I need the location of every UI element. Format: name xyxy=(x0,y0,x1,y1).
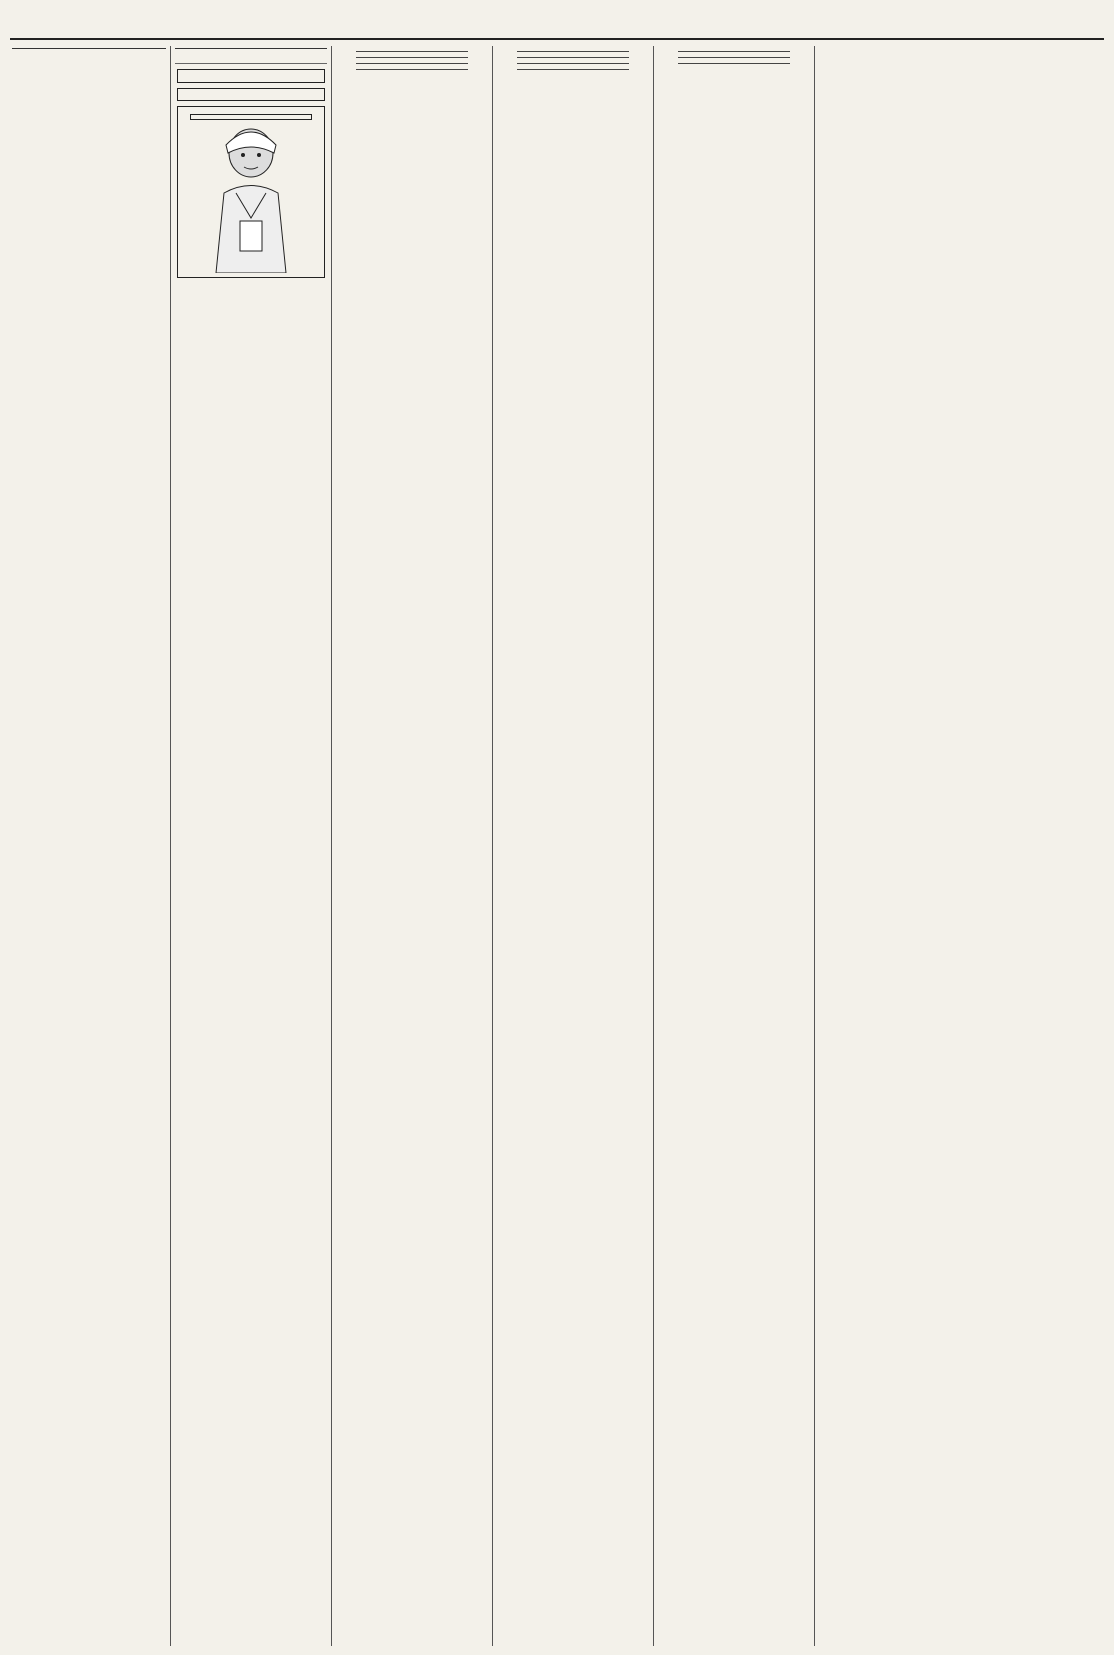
column-rule xyxy=(170,46,171,1646)
column-rule xyxy=(814,46,815,1646)
hemingway-ad xyxy=(177,88,325,101)
column-law-reports xyxy=(336,46,488,1646)
column-election-notices-2 xyxy=(175,46,327,1646)
bengers-ad xyxy=(177,106,325,278)
nurse-illustration xyxy=(196,123,306,273)
column-rule xyxy=(331,46,332,1646)
column-header xyxy=(12,46,166,49)
column-rule xyxy=(653,46,654,1646)
column-news-5 xyxy=(658,46,810,1646)
column-election-notices-1 xyxy=(12,46,166,1646)
kirk-ad xyxy=(175,53,327,64)
masthead xyxy=(10,8,1104,40)
column-news-4 xyxy=(497,46,649,1646)
column-header xyxy=(175,46,327,49)
column-rule xyxy=(492,46,493,1646)
bengers-brand xyxy=(190,114,312,120)
beecham-ad xyxy=(177,69,325,83)
